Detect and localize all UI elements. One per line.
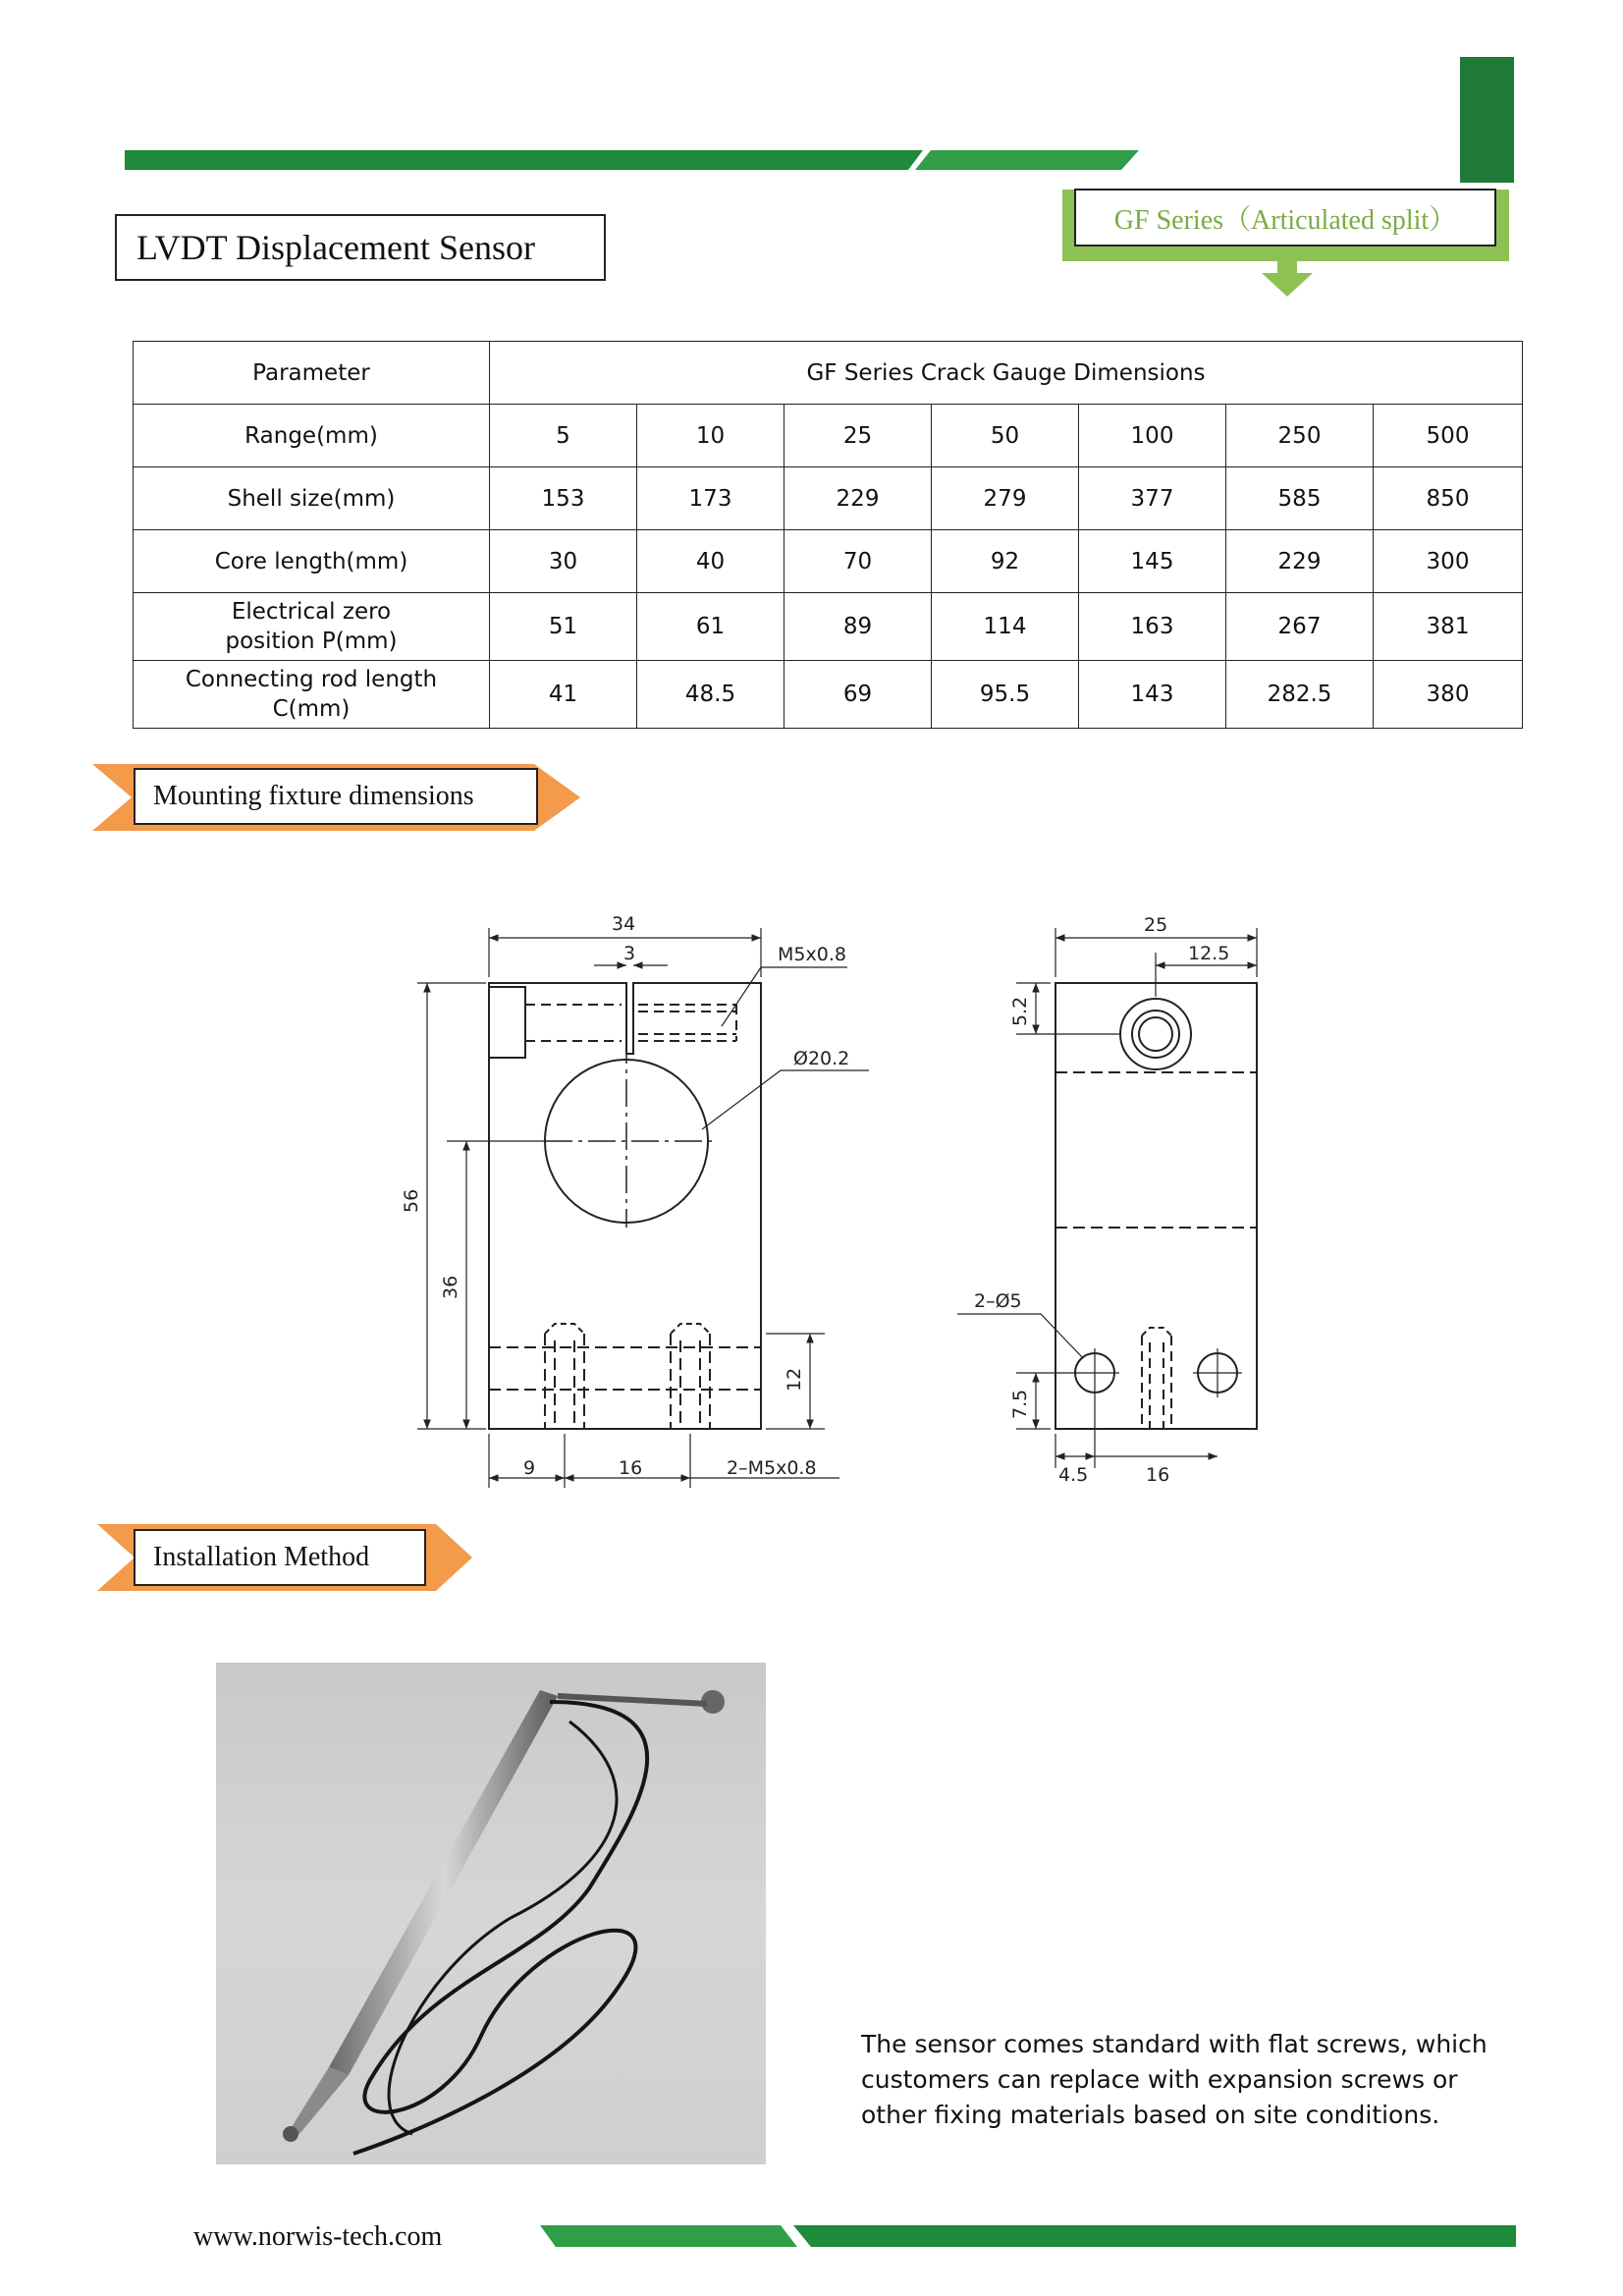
footer-website-link[interactable]: www.norwis-tech.com [193, 2221, 443, 2252]
product-photo [216, 1663, 766, 2164]
table-cell: 300 [1374, 530, 1523, 593]
dim-thread-top: M5x0.8 [778, 944, 846, 965]
table-cell: 100 [1079, 405, 1226, 467]
dim-pitch: 16 [619, 1457, 643, 1479]
dim-side-pitch: 16 [1146, 1464, 1170, 1486]
lvdt-sensor-image [216, 1663, 766, 2164]
dim-top-offset: 5.2 [1009, 996, 1031, 1026]
page-title: LVDT Displacement Sensor [115, 214, 606, 281]
group-header: GF Series Crack Gauge Dimensions [490, 342, 1523, 405]
row-label: Core length(mm) [134, 530, 490, 593]
table-cell: 279 [932, 467, 1079, 530]
dim-thread-bottom: 2–M5x0.8 [727, 1457, 817, 1479]
table-cell: 229 [1226, 530, 1374, 593]
table-cell: 850 [1374, 467, 1523, 530]
installation-description: The sensor comes standard with flat screws, which customers can replace with expansion screws or other fixing materials based on site conditions. [861, 2030, 1488, 2129]
table-cell: 40 [637, 530, 784, 593]
mounting-fixture-drawing [388, 889, 1271, 1498]
table-header-row [134, 342, 1523, 405]
table-cell: 267 [1226, 593, 1374, 661]
table-cell: 70 [784, 530, 932, 593]
table-cell: 69 [784, 661, 932, 729]
table-cell: 163 [1079, 593, 1226, 661]
table-cell: 51 [490, 593, 637, 661]
table-cell: 5 [490, 405, 637, 467]
row-label [134, 661, 490, 729]
table-cell: 250 [1226, 405, 1374, 467]
series-label: GF Series（Articulated split） [1074, 189, 1496, 246]
table-cell: 41 [490, 661, 637, 729]
table-row [134, 405, 1523, 467]
table-cell: 380 [1374, 661, 1523, 729]
section-title-mounting: Mounting fixture dimensions [134, 768, 538, 825]
dim-hole-offset: 4.5 [1058, 1464, 1089, 1486]
table-cell: 10 [637, 405, 784, 467]
param-header: Parameter [134, 342, 490, 405]
table-cell: 282.5 [1226, 661, 1374, 729]
table-cell: 173 [637, 467, 784, 530]
table-cell: 143 [1079, 661, 1226, 729]
dim-side-width: 25 [1144, 914, 1168, 936]
table-row [134, 593, 1523, 661]
down-arrow-icon [1260, 261, 1315, 299]
table-cell: 95.5 [932, 661, 1079, 729]
table-cell: 229 [784, 467, 932, 530]
dim-bottom-height: 12 [784, 1367, 805, 1392]
table-cell: 48.5 [637, 661, 784, 729]
dim-side-half: 12.5 [1188, 943, 1230, 964]
dim-bore: Ø20.2 [793, 1048, 850, 1069]
table-cell: 25 [784, 405, 932, 467]
table-cell: 377 [1079, 467, 1226, 530]
header-decoration [0, 0, 1623, 196]
header-bars-graphic [0, 0, 1623, 196]
row-label-text: Connecting rod length C(mm) [185, 667, 438, 722]
table-cell: 381 [1374, 593, 1523, 661]
row-label: Shell size(mm) [134, 467, 490, 530]
dim-slot: 3 [623, 943, 636, 964]
dim-hole-height: 7.5 [1009, 1389, 1031, 1419]
table-cell: 89 [784, 593, 932, 661]
row-label-text: Electrical zero position P(mm) [225, 599, 398, 654]
table-cell: 61 [637, 593, 784, 661]
table-row [134, 530, 1523, 593]
table-cell: 153 [490, 467, 637, 530]
table-cell: 92 [932, 530, 1079, 593]
table-cell: 145 [1079, 530, 1226, 593]
table-cell: 50 [932, 405, 1079, 467]
dim-bore-height: 36 [440, 1275, 461, 1299]
dim-width: 34 [612, 913, 636, 935]
dimensions-table [133, 341, 1523, 729]
dim-height: 56 [401, 1188, 422, 1213]
dim-offset: 9 [523, 1457, 536, 1479]
row-label: Range(mm) [134, 405, 490, 467]
footer-bars-graphic [540, 2225, 1522, 2251]
table-cell: 30 [490, 530, 637, 593]
row-label [134, 593, 490, 661]
dim-holes: 2–Ø5 [974, 1290, 1022, 1312]
table-cell: 585 [1226, 467, 1374, 530]
table-row [134, 661, 1523, 729]
table-cell: 500 [1374, 405, 1523, 467]
section-title-installation: Installation Method [134, 1529, 426, 1586]
table-row [134, 467, 1523, 530]
table-cell: 114 [932, 593, 1079, 661]
